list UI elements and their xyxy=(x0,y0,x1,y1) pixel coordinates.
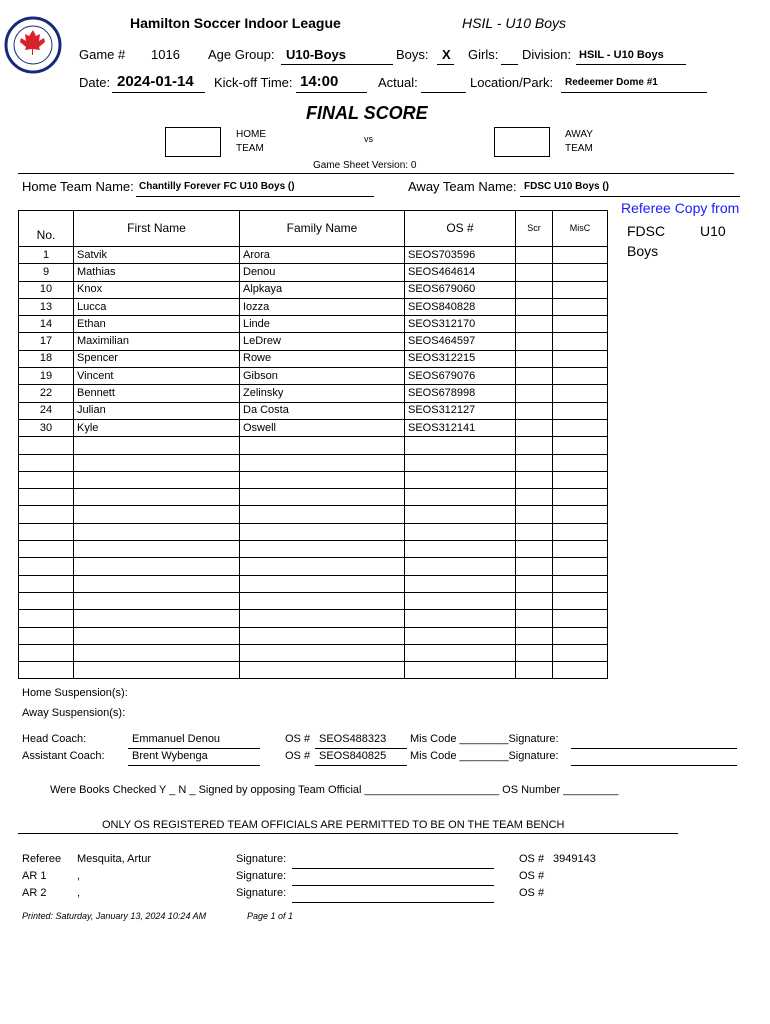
cell-first-name xyxy=(74,523,240,540)
ar1-signature-label: Signature: xyxy=(236,870,287,882)
cell-family-name: Linde xyxy=(240,316,405,333)
table-row xyxy=(19,627,608,644)
away-team-name: FDSC U10 Boys () xyxy=(524,181,610,192)
cell-no: 10 xyxy=(19,281,74,298)
cell-misc[interactable] xyxy=(553,402,608,419)
referee-copy-line3: Boys xyxy=(627,243,659,259)
cell-scr[interactable] xyxy=(516,489,553,506)
date-label: Date: xyxy=(79,75,111,90)
location-value: Redeemer Dome #1 xyxy=(565,77,658,88)
cell-first-name: Maximilian xyxy=(74,333,240,350)
cell-os xyxy=(405,610,516,627)
cell-no xyxy=(19,558,74,575)
cell-no xyxy=(19,523,74,540)
head-coach-os: SEOS488323 xyxy=(319,733,387,745)
cell-first-name xyxy=(74,592,240,609)
cell-scr[interactable] xyxy=(516,506,553,523)
cell-os xyxy=(405,541,516,558)
cell-family-name: Iozza xyxy=(240,298,405,315)
cell-first-name xyxy=(74,610,240,627)
cell-first-name xyxy=(74,506,240,523)
vs-label: vs xyxy=(364,134,373,144)
assistant-coach-label: Assistant Coach: xyxy=(22,750,105,762)
cell-os xyxy=(405,627,516,644)
cell-no: 24 xyxy=(19,402,74,419)
cell-first-name xyxy=(74,541,240,558)
cell-scr[interactable] xyxy=(516,247,553,264)
cell-misc[interactable] xyxy=(553,247,608,264)
cell-first-name xyxy=(74,437,240,454)
cell-scr[interactable] xyxy=(516,592,553,609)
cell-misc[interactable] xyxy=(553,368,608,385)
col-misc: MisC xyxy=(553,211,608,247)
cell-misc[interactable] xyxy=(553,541,608,558)
cell-misc[interactable] xyxy=(553,558,608,575)
cell-no: 13 xyxy=(19,298,74,315)
cell-no xyxy=(19,506,74,523)
cell-misc[interactable] xyxy=(553,298,608,315)
cell-scr[interactable] xyxy=(516,385,553,402)
table-row xyxy=(19,592,608,609)
table-row xyxy=(19,368,608,385)
cell-no xyxy=(19,644,74,661)
cell-no xyxy=(19,592,74,609)
cell-scr[interactable] xyxy=(516,333,553,350)
kickoff-value: 14:00 xyxy=(300,73,339,90)
cell-first-name: Spencer xyxy=(74,350,240,367)
game-number: 1016 xyxy=(151,47,180,62)
cell-misc[interactable] xyxy=(553,437,608,454)
cell-os xyxy=(405,558,516,575)
table-row xyxy=(19,402,608,419)
cell-first-name xyxy=(74,454,240,471)
cell-scr[interactable] xyxy=(516,281,553,298)
kickoff-label: Kick-off Time: xyxy=(214,75,293,90)
cell-misc[interactable] xyxy=(553,523,608,540)
cell-family-name xyxy=(240,523,405,540)
cell-no: 1 xyxy=(19,247,74,264)
home-suspensions-label: Home Suspension(s): xyxy=(22,687,128,699)
referee-copy-note xyxy=(621,200,761,216)
cell-misc[interactable] xyxy=(553,264,608,281)
ar1-role: AR 1 xyxy=(22,870,47,882)
cell-family-name xyxy=(240,437,405,454)
home-score-box[interactable] xyxy=(165,127,221,157)
table-row xyxy=(19,506,608,523)
game-number-label: Game # xyxy=(79,47,126,62)
cell-misc[interactable] xyxy=(553,592,608,609)
ar2-role: AR 2 xyxy=(22,887,47,899)
cell-os: SEOS312127 xyxy=(405,402,516,419)
cell-misc[interactable] xyxy=(553,419,608,436)
cell-no: 30 xyxy=(19,419,74,436)
cell-first-name: Vincent xyxy=(74,368,240,385)
cell-os xyxy=(405,575,516,592)
cell-family-name xyxy=(240,644,405,661)
away-team-score-label: AWAY TEAM xyxy=(565,129,593,154)
cell-os xyxy=(405,523,516,540)
cell-family-name: Da Costa xyxy=(240,402,405,419)
cell-misc[interactable] xyxy=(553,644,608,661)
girls-label: Girls: xyxy=(468,47,499,62)
table-row xyxy=(19,419,608,436)
col-no: No. xyxy=(19,211,74,247)
cell-os xyxy=(405,662,516,679)
actual-label: Actual: xyxy=(378,75,418,90)
cell-os xyxy=(405,506,516,523)
cell-scr[interactable] xyxy=(516,350,553,367)
cell-scr[interactable] xyxy=(516,368,553,385)
cell-scr[interactable] xyxy=(516,662,553,679)
cell-no xyxy=(19,627,74,644)
cell-first-name: Satvik xyxy=(74,247,240,264)
table-row xyxy=(19,558,608,575)
cell-misc[interactable] xyxy=(553,385,608,402)
final-score-title: FINAL SCORE xyxy=(306,103,428,123)
cell-first-name xyxy=(74,575,240,592)
cell-scr[interactable] xyxy=(516,471,553,488)
cell-misc[interactable] xyxy=(553,316,608,333)
cell-os xyxy=(405,644,516,661)
cell-no: 14 xyxy=(19,316,74,333)
cell-first-name: Kyle xyxy=(74,419,240,436)
cell-family-name xyxy=(240,610,405,627)
league-subtitle: HSIL - U10 Boys xyxy=(462,15,567,31)
cell-first-name xyxy=(74,627,240,644)
table-row xyxy=(19,385,608,402)
assistant-coach-mis-sig-label: Mis Code ________Signature: xyxy=(410,750,559,762)
cell-os xyxy=(405,471,516,488)
table-row xyxy=(19,471,608,488)
referee-signature-label: Signature: xyxy=(236,853,287,865)
home-team-name-label: Home Team Name: xyxy=(22,179,134,194)
cell-first-name: Julian xyxy=(74,402,240,419)
cell-scr[interactable] xyxy=(516,644,553,661)
col-scr: Scr xyxy=(516,211,553,247)
cell-family-name xyxy=(240,489,405,506)
col-first-name: First Name xyxy=(74,211,240,247)
home-team-score-label: HOME TEAM xyxy=(236,129,266,154)
cell-os: SEOS840828 xyxy=(405,298,516,315)
ar2-signature-label: Signature: xyxy=(236,887,287,899)
books-checked-line: Were Books Checked Y _ N _ Signed by opposing Team Official ______________________ OS Number _________ xyxy=(50,784,619,796)
cell-misc[interactable] xyxy=(553,333,608,350)
table-row xyxy=(19,541,608,558)
cell-os xyxy=(405,437,516,454)
table-row xyxy=(19,644,608,661)
division-label: Division: xyxy=(522,47,572,62)
cell-first-name xyxy=(74,662,240,679)
referee-role: Referee xyxy=(22,853,62,865)
col-os: OS # xyxy=(405,211,516,247)
cell-misc[interactable] xyxy=(553,350,608,367)
table-row xyxy=(19,350,608,367)
cell-no: 17 xyxy=(19,333,74,350)
cell-family-name xyxy=(240,662,405,679)
head-coach-label: Head Coach: xyxy=(22,733,87,745)
ar2-name: , xyxy=(77,887,81,899)
head-coach-mis-sig-label: Mis Code ________Signature: xyxy=(410,733,559,745)
bench-notice: ONLY OS REGISTERED TEAM OFFICIALS ARE PERMITTED TO BE ON THE TEAM BENCH xyxy=(102,819,565,831)
head-coach-os-label: OS # xyxy=(285,733,311,745)
cell-first-name xyxy=(74,471,240,488)
cell-no xyxy=(19,610,74,627)
referee-os: 3949143 xyxy=(553,853,596,865)
cell-misc[interactable] xyxy=(553,471,608,488)
cell-os: SEOS678998 xyxy=(405,385,516,402)
cell-first-name: Knox xyxy=(74,281,240,298)
cell-os: SEOS312141 xyxy=(405,419,516,436)
division-value: HSIL - U10 Boys xyxy=(579,49,664,61)
cell-family-name: Denou xyxy=(240,264,405,281)
table-row xyxy=(19,264,608,281)
cell-misc[interactable] xyxy=(553,575,608,592)
cell-os: SEOS703596 xyxy=(405,247,516,264)
table-row xyxy=(19,247,608,264)
col-family-name: Family Name xyxy=(240,211,405,247)
away-team-name-label: Away Team Name: xyxy=(408,179,517,194)
league-logo xyxy=(4,16,62,74)
cell-os xyxy=(405,454,516,471)
cell-family-name xyxy=(240,454,405,471)
cell-no xyxy=(19,541,74,558)
home-team-name: Chantilly Forever FC U10 Boys () xyxy=(139,181,295,192)
cell-first-name xyxy=(74,489,240,506)
cell-first-name xyxy=(74,558,240,575)
date-value: 2024-01-14 xyxy=(117,73,194,90)
cell-scr[interactable] xyxy=(516,454,553,471)
cell-os: SEOS312215 xyxy=(405,350,516,367)
league-title: Hamilton Soccer Indoor League xyxy=(130,15,341,31)
cell-first-name: Lucca xyxy=(74,298,240,315)
roster-header-row xyxy=(19,211,608,247)
location-label: Location/Park: xyxy=(470,75,554,90)
cell-no xyxy=(19,489,74,506)
cell-no xyxy=(19,437,74,454)
boys-label: Boys: xyxy=(396,47,429,62)
table-row xyxy=(19,610,608,627)
cell-family-name: Rowe xyxy=(240,350,405,367)
cell-scr[interactable] xyxy=(516,298,553,315)
cell-os: SEOS679060 xyxy=(405,281,516,298)
referee-copy-team-word2: U10 xyxy=(700,223,726,239)
referee-copy-line1: Referee Copy from xyxy=(621,200,740,216)
cell-family-name xyxy=(240,575,405,592)
cell-first-name xyxy=(74,644,240,661)
cell-family-name: Zelinsky xyxy=(240,385,405,402)
ar1-name: , xyxy=(77,870,81,882)
cell-os xyxy=(405,489,516,506)
cell-scr[interactable] xyxy=(516,437,553,454)
cell-first-name: Bennett xyxy=(74,385,240,402)
cell-misc[interactable] xyxy=(553,281,608,298)
cell-no: 19 xyxy=(19,368,74,385)
cell-scr[interactable] xyxy=(516,419,553,436)
cell-first-name: Ethan xyxy=(74,316,240,333)
age-group-value: U10-Boys xyxy=(286,47,346,62)
cell-misc[interactable] xyxy=(553,454,608,471)
head-coach-name: Emmanuel Denou xyxy=(132,733,221,745)
ar1-os-label: OS # xyxy=(519,870,545,882)
age-group-label: Age Group: xyxy=(208,47,275,62)
cell-scr[interactable] xyxy=(516,627,553,644)
cell-scr[interactable] xyxy=(516,610,553,627)
table-row xyxy=(19,316,608,333)
cell-no xyxy=(19,575,74,592)
assistant-coach-name: Brent Wybenga xyxy=(132,750,208,762)
cell-os: SEOS464614 xyxy=(405,264,516,281)
assistant-coach-os-label: OS # xyxy=(285,750,311,762)
ar2-os-label: OS # xyxy=(519,887,545,899)
cell-misc[interactable] xyxy=(553,610,608,627)
cell-family-name xyxy=(240,592,405,609)
cell-family-name xyxy=(240,627,405,644)
cell-no xyxy=(19,471,74,488)
cell-no xyxy=(19,454,74,471)
cell-family-name: Alpkaya xyxy=(240,281,405,298)
page-number: Page 1 of 1 xyxy=(247,911,294,921)
table-row xyxy=(19,437,608,454)
cell-misc[interactable] xyxy=(553,506,608,523)
cell-scr[interactable] xyxy=(516,523,553,540)
cell-family-name xyxy=(240,541,405,558)
cell-family-name: LeDrew xyxy=(240,333,405,350)
cell-no: 22 xyxy=(19,385,74,402)
referee-os-label: OS # xyxy=(519,853,545,865)
game-sheet-version: Game Sheet Version: 0 xyxy=(313,160,417,171)
cell-family-name: Arora xyxy=(240,247,405,264)
cell-family-name: Gibson xyxy=(240,368,405,385)
cell-first-name: Mathias xyxy=(74,264,240,281)
cell-scr[interactable] xyxy=(516,316,553,333)
cell-os: SEOS679076 xyxy=(405,368,516,385)
roster-table xyxy=(18,210,608,679)
table-row xyxy=(19,662,608,679)
table-row xyxy=(19,575,608,592)
cell-no: 9 xyxy=(19,264,74,281)
cell-misc[interactable] xyxy=(553,489,608,506)
table-row xyxy=(19,454,608,471)
cell-scr[interactable] xyxy=(516,402,553,419)
cell-scr[interactable] xyxy=(516,541,553,558)
boys-value: X xyxy=(442,47,451,62)
referee-name: Mesquita, Artur xyxy=(77,853,151,865)
roster-body xyxy=(19,247,608,679)
cell-family-name xyxy=(240,558,405,575)
printed-timestamp: Printed: Saturday, January 13, 2024 10:24 AM xyxy=(22,911,207,921)
cell-misc[interactable] xyxy=(553,662,608,679)
table-row xyxy=(19,333,608,350)
cell-os: SEOS464597 xyxy=(405,333,516,350)
referee-copy-team-word1: FDSC xyxy=(627,223,666,239)
cell-os xyxy=(405,592,516,609)
table-row xyxy=(19,281,608,298)
table-row xyxy=(19,489,608,506)
table-row xyxy=(19,523,608,540)
cell-family-name xyxy=(240,506,405,523)
cell-family-name xyxy=(240,471,405,488)
away-score-box[interactable] xyxy=(494,127,550,157)
cell-no: 18 xyxy=(19,350,74,367)
cell-misc[interactable] xyxy=(553,627,608,644)
away-suspensions-label: Away Suspension(s): xyxy=(22,707,126,719)
table-row xyxy=(19,298,608,315)
assistant-coach-os: SEOS840825 xyxy=(319,750,387,762)
cell-scr[interactable] xyxy=(516,264,553,281)
cell-os: SEOS312170 xyxy=(405,316,516,333)
cell-scr[interactable] xyxy=(516,558,553,575)
cell-scr[interactable] xyxy=(516,575,553,592)
cell-no xyxy=(19,662,74,679)
cell-family-name: Oswell xyxy=(240,419,405,436)
